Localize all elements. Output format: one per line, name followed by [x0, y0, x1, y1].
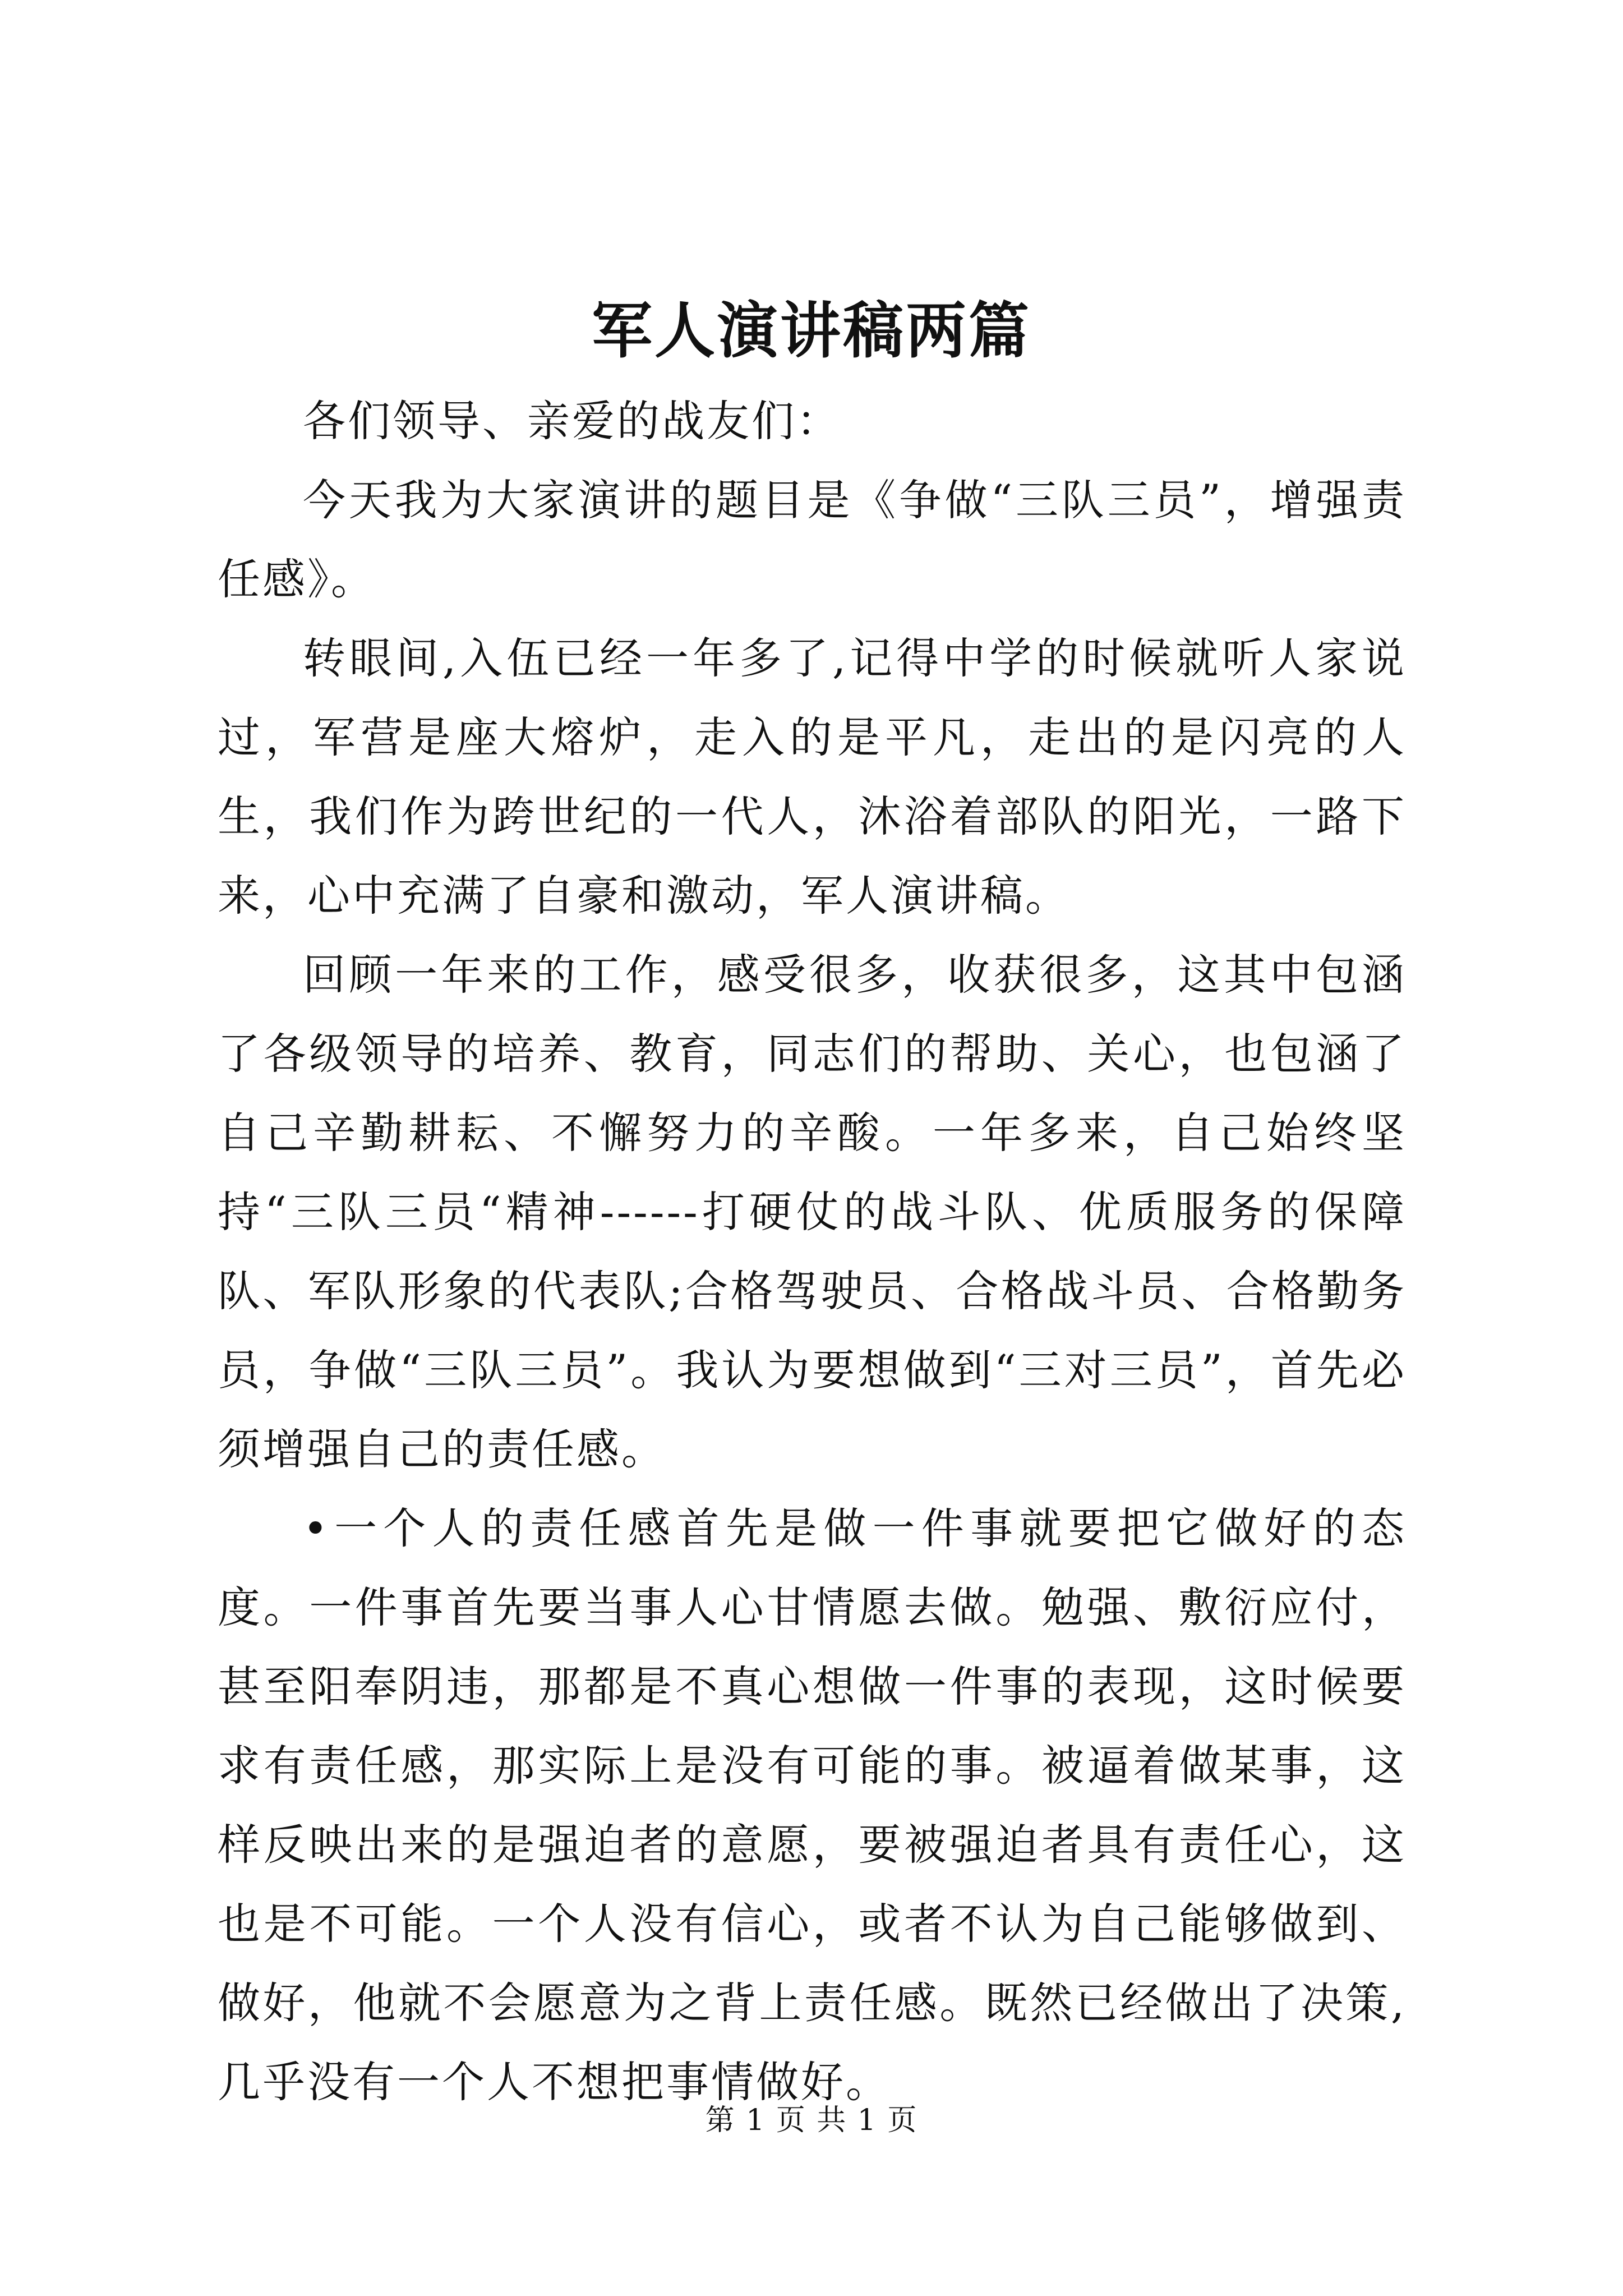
page-title: 军人演讲稿两篇 — [591, 296, 1031, 366]
paragraph-greeting: 各们领导、亲爱的战友们： — [303, 396, 841, 446]
paragraph-topic: 今天我为大家演讲的题目是《争做“三队三员”，增强责任感》。 — [218, 475, 1407, 604]
document-body — [218, 381, 1407, 2122]
paragraph-review: 回顾一年来的工作，感受很多，收获很多，这其中包涵了各级领导的培养、教育，同志们的帮助、关心，也包涵了自己辛勤耕耘、不懈努力的辛酸。一年多来，自己始终坚持“三队三员“精神------打硬仗的战斗队、优质服务的保障队、军队形象的代表队;合格驾驶员、合格战斗员、合格勤务员，争做“三队三员”。我认为要想做到“三对三员”，首先必须增强自己的责任感。 — [218, 950, 1407, 1474]
paragraph-responsibility: •一个人的责任感首先是做一件事就要把它做好的态度。一件事首先要当事人心甘情愿去做。勉强、敷衍应付，甚至阳奉阴违，那都是不真心想做一件事的表现，这时候要求有责任感，那实际上是没有可能的事。被逼着做某事，这样反映出来的是强迫者的意愿，要被强迫者具有责任心，这也是不可能。一个人没有信心，或者不认为自己能够做到、做好，他就不会愿意为之背上责任感。既然已经做出了决策,几乎没有一个人不想把事情做好。 — [218, 1503, 1407, 2107]
page-footer: 第 1 页 共 1 页 — [705, 2104, 918, 2137]
paragraph-intro: 转眼间,入伍已经一年多了,记得中学的时候就听人家说过，军营是座大熔炉，走入的是平凡，走出的是闪亮的人生，我们作为跨世纪的一代人，沐浴着部队的阳光，一路下来，心中充满了自豪和激动，军人演讲稿。 — [218, 633, 1407, 921]
